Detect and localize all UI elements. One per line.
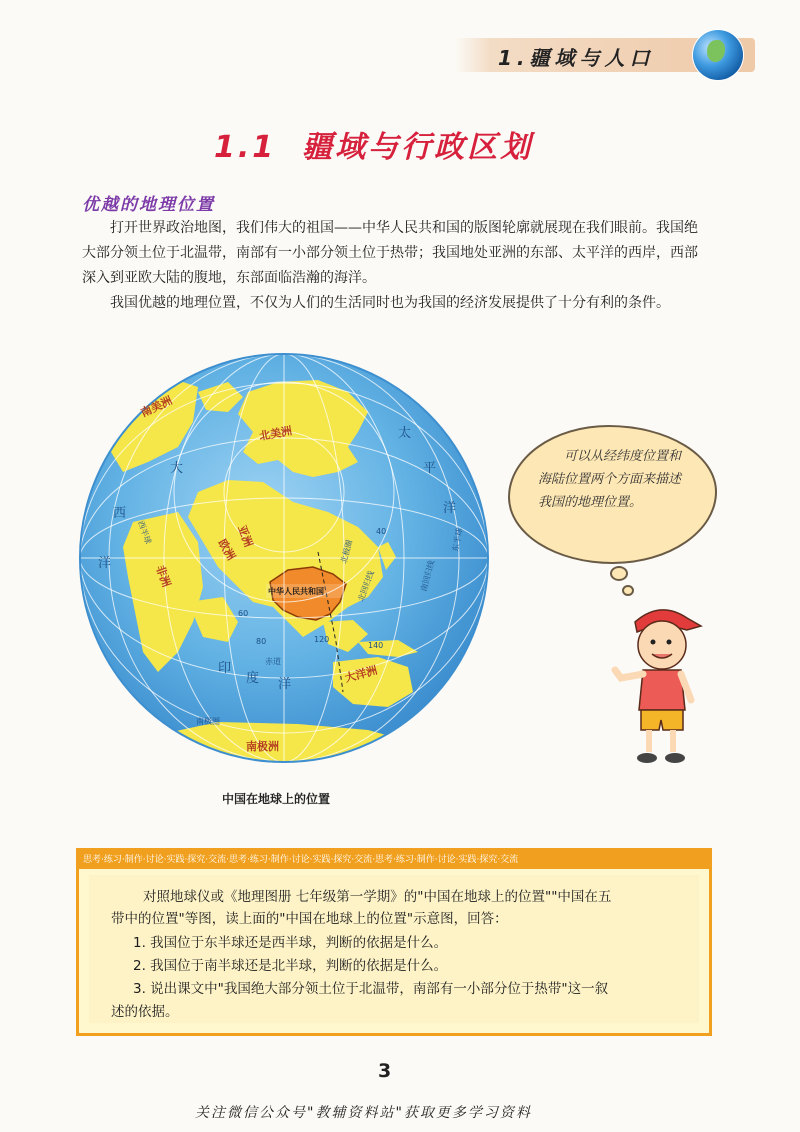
paragraph: 我国优越的地理位置，不仅为人们的生活同时也为我国的经济发展提供了十分有利的条件。 xyxy=(110,295,670,311)
activity-content xyxy=(89,875,699,1023)
activity-strip: 思考·练习·制作·讨论·实践·探究·交流·思考·练习·制作·讨论·实践·探究·交流·思考·练习·制作·讨论·实践·探究·交流 xyxy=(79,851,709,869)
label-deg-80: 80 xyxy=(256,637,267,646)
section-title xyxy=(214,122,533,166)
chapter-title: 1.疆域与人口 xyxy=(498,46,655,70)
north-america-land xyxy=(238,380,368,477)
label-east-hemisphere: 东半球 xyxy=(451,527,465,553)
activity-line: 3. 说出课文中"我国绝大部分领土位于北温带，南部有一小部分位于热带"这一叙 xyxy=(133,981,609,997)
label-deg-60: 60 xyxy=(238,609,249,618)
bubble-text: 可以从经纬度位置和海陆位置两个方面来描述我国的地理位置。 xyxy=(538,449,682,510)
label-europe: 欧洲 xyxy=(215,537,238,563)
label-antarctica: 南极洲 xyxy=(246,740,279,753)
activity-line: 2. 我国位于南半球还是北半球，判断的依据是什么。 xyxy=(133,958,448,974)
label-deg-120: 120 xyxy=(314,635,330,644)
label-tropic-cancer: 北回归线 xyxy=(356,569,376,603)
label-deg-140: 140 xyxy=(368,641,384,650)
label-pacific-1: 太 xyxy=(398,426,412,441)
label-asia: 亚洲 xyxy=(235,523,255,549)
label-deg-40: 40 xyxy=(376,527,387,536)
activity-line: 1. 我国位于东半球还是西半球，判断的依据是什么。 xyxy=(133,935,448,951)
section-number: 1.1 xyxy=(214,130,277,165)
activity-line: 对照地球仪或《地理图册 七年级第一学期》的"中国在地球上的位置""中国在五 xyxy=(143,889,612,905)
label-indian-1: 印 xyxy=(218,661,232,676)
bubble-dot xyxy=(610,566,628,581)
label-pacific-3: 洋 xyxy=(443,501,457,516)
label-oceania: 大洋洲 xyxy=(343,663,379,685)
bubble-dot xyxy=(622,585,634,596)
paragraph: 打开世界政治地图，我们伟大的祖国——中华人民共和国的版图轮廓就展现在我们眼前。我国绝大部分领土位于北温带，南部有一小部分领土位于热带；我国地处亚洲的东部、太平洋的西岸，西部深入到亚欧大陆的腹地，东部面临浩瀚的海洋。 xyxy=(82,220,698,286)
label-arctic-circle: 北极圈 xyxy=(339,539,355,565)
label-tropic-capricorn: 南回归线 xyxy=(419,559,437,593)
label-china: 中华人民共和国 xyxy=(268,587,324,596)
globe-icon xyxy=(693,30,743,80)
label-south-america: 南美洲 xyxy=(138,393,175,420)
activity-line: 带中的位置"等图，读上面的"中国在地球上的位置"示意图，回答： xyxy=(111,911,508,927)
section-title-text: 疆域与行政区划 xyxy=(302,130,534,165)
label-north-america: 北美洲 xyxy=(258,424,294,443)
label-africa: 非洲 xyxy=(153,563,173,589)
subheading: 优越的地理位置 xyxy=(82,195,215,215)
label-equator: 赤道 xyxy=(265,657,281,666)
label-pacific-2: 平 xyxy=(423,461,437,476)
footer-note: 关注微信公众号"教辅资料站"获取更多学习资料 xyxy=(195,1105,532,1121)
activity-box xyxy=(76,848,712,1036)
label-atlantic-2: 西 xyxy=(113,506,127,521)
label-indian-3: 洋 xyxy=(278,677,292,692)
boy-illustration xyxy=(605,600,715,765)
label-antarctic-circle: 南极圈 xyxy=(196,717,220,726)
label-indian-2: 度 xyxy=(246,671,260,686)
activity-line: 述的依据。 xyxy=(111,1004,179,1020)
globe-map xyxy=(78,352,490,764)
map-caption: 中国在地球上的位置 xyxy=(222,792,331,806)
page-number: 3 xyxy=(378,1060,392,1082)
label-west-hemisphere: 西半球 xyxy=(136,519,153,546)
label-atlantic-1: 大 xyxy=(170,461,184,476)
label-atlantic-3: 洋 xyxy=(98,556,112,571)
